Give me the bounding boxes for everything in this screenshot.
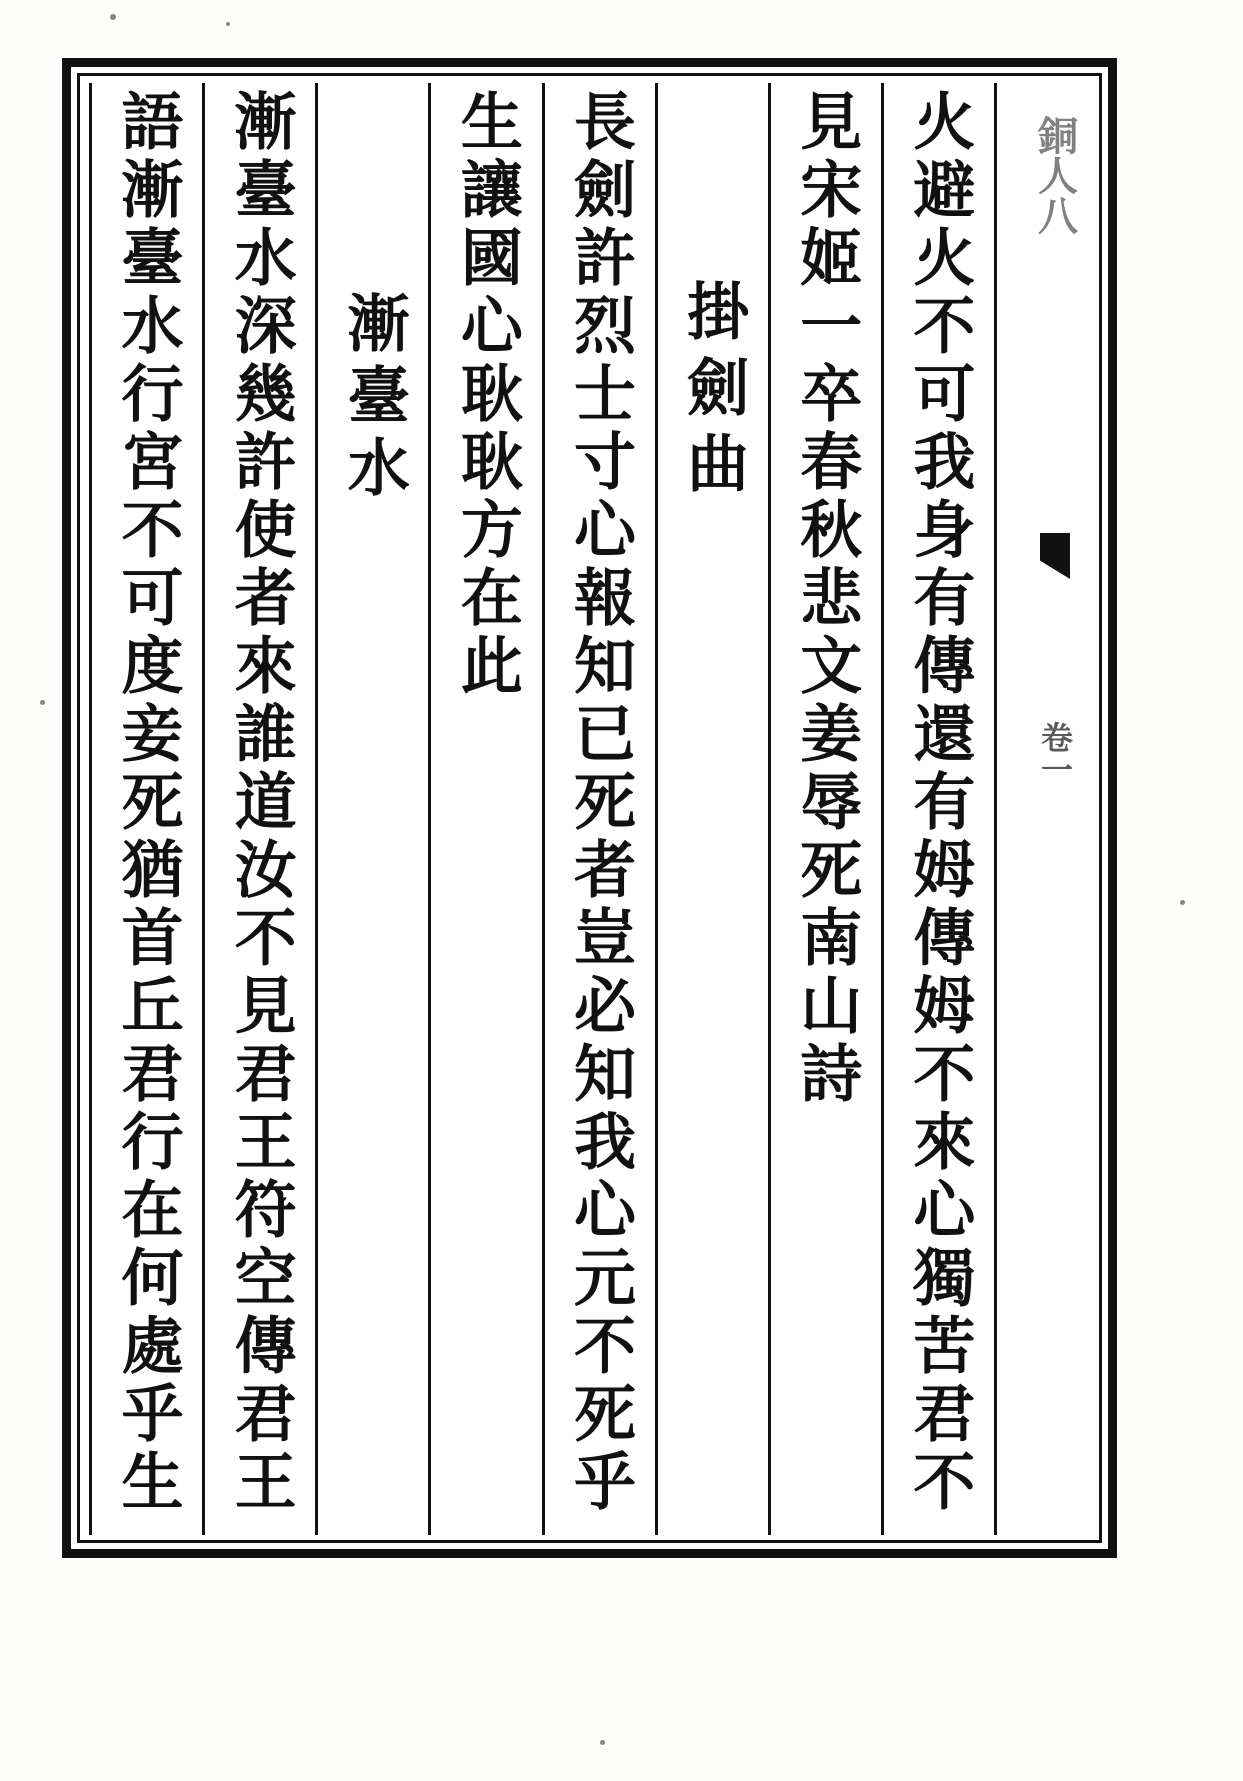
text-column-3-heading [655,83,768,1535]
page-border-frame [62,58,1117,1558]
fold-column-spacer [994,83,1090,1535]
print-speck [600,1740,605,1745]
text-column-7 [202,83,315,1535]
fold-volume-mark: 卷一 [1036,721,1074,785]
text-column-6-heading [315,83,428,1535]
print-speck [40,700,45,705]
column-text: 長劍許烈士寸心報知已死者豈必知我心元不死乎 [563,89,637,1517]
fold-title-mark: 銅人八 [1031,115,1079,235]
text-column-5 [428,83,541,1535]
poem-title-gua-jian-qu: 掛劍曲 [676,279,750,507]
text-column-1 [881,83,994,1535]
print-speck [1180,900,1185,905]
column-text: 漸臺水深幾許使者來誰道汝不見君王符空傳君王 [224,89,298,1517]
poem-title-jian-tai-shui: 漸臺水 [337,291,411,507]
text-columns [89,83,1090,1535]
column-text: 生讓國心耿耿方在此 [450,89,524,701]
column-text: 語漸臺水行宮不可度妾死猶首丘君行在何處乎生 [110,89,184,1517]
column-text: 火避火不可我身有傳還有姆傳姆不來心獨苦君不 [902,89,976,1517]
print-speck [226,22,230,26]
column-text: 見宋姬一卒春秋悲文姜辱死南山詩 [789,89,863,1109]
text-column-4 [542,83,655,1535]
text-column-8 [89,83,202,1535]
print-speck [110,14,116,20]
text-column-2 [768,83,881,1535]
